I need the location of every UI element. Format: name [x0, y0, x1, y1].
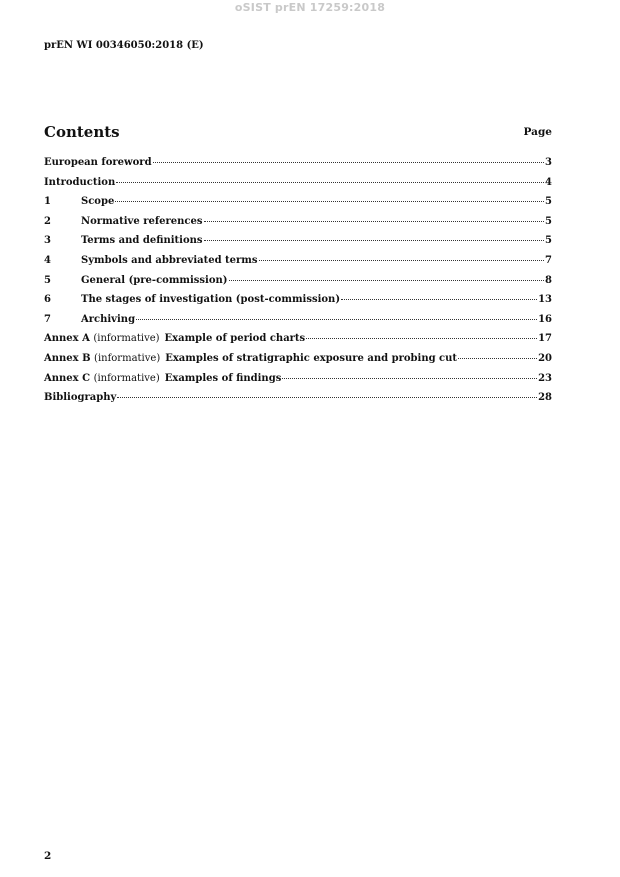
- dot-leader: [153, 162, 544, 163]
- watermark: oSIST prEN 17259:2018: [234, 1, 386, 14]
- dot-leader: [259, 260, 545, 261]
- annex-label: [44, 373, 160, 384]
- toc-entry-page: 28: [538, 392, 552, 404]
- toc-entry-page: 5: [545, 235, 552, 247]
- toc-entry-scope[interactable]: [44, 196, 552, 216]
- toc-entry-european-foreword[interactable]: [44, 157, 552, 177]
- toc-entry-terms-and-definitions[interactable]: [44, 235, 552, 255]
- toc-entry-title: Terms and definitions: [81, 235, 203, 247]
- toc-entry-symbols-and-abbreviated-terms[interactable]: [44, 255, 552, 275]
- toc-entry-page: 5: [545, 215, 552, 227]
- dot-leader: [229, 280, 545, 281]
- dot-leader: [458, 358, 537, 359]
- dot-leader: [204, 240, 545, 241]
- toc-entry-title: Symbols and abbreviated terms: [81, 254, 258, 266]
- toc-entry-archiving[interactable]: [44, 314, 552, 334]
- toc-entry-page: 3: [545, 157, 552, 168]
- dot-leader: [282, 378, 537, 379]
- toc-entry-title: Examples of findings: [164, 372, 282, 384]
- toc-entry-title: Normative references: [81, 215, 203, 227]
- annex-letter: Annex A: [44, 333, 90, 345]
- toc-entry-page: 4: [545, 176, 552, 188]
- annex-type: (informative): [93, 372, 160, 384]
- document-id: prEN WI 00346050:2018 (E): [44, 40, 204, 51]
- toc-entry-page: 23: [538, 372, 552, 384]
- toc-entry-normative-references[interactable]: [44, 216, 552, 236]
- page-number: 2: [44, 850, 52, 862]
- annex-type: (informative): [93, 333, 160, 345]
- toc-entry-page: 16: [538, 313, 552, 325]
- dot-leader: [306, 338, 537, 339]
- toc-entry-annex-b[interactable]: [44, 353, 552, 373]
- toc-entry-title: Bibliography: [44, 392, 117, 404]
- toc-entry-number: 5: [44, 274, 51, 286]
- toc-entry-number: 6: [44, 294, 51, 306]
- toc-entry-number: 3: [44, 235, 51, 247]
- annex-type: (informative): [94, 352, 161, 364]
- page-column-label: Page: [523, 126, 552, 138]
- dot-leader: [117, 397, 537, 398]
- dot-leader: [136, 319, 537, 320]
- toc-entry-number: 7: [44, 313, 51, 325]
- annex-letter: Annex C: [44, 372, 91, 384]
- toc-title: Contents: [44, 123, 120, 141]
- annex-letter: Annex B: [44, 352, 91, 364]
- toc-entry-page: 7: [545, 254, 552, 266]
- dot-leader: [341, 299, 537, 300]
- toc-entry-page: 8: [545, 274, 552, 286]
- dot-leader: [204, 221, 545, 222]
- toc-entry-title: Introduction: [44, 176, 116, 188]
- toc-entry-title: The stages of investigation (post-commission): [81, 294, 341, 306]
- toc-entry-annex-c[interactable]: [44, 373, 552, 393]
- toc-entry-annex-a[interactable]: [44, 333, 552, 353]
- toc-entry-number: 2: [44, 215, 51, 227]
- toc-entry-title: Examples of stratigraphic exposure and probing cut: [165, 352, 458, 364]
- toc-entry-title: European foreword: [44, 157, 152, 168]
- toc-entry-number: 4: [44, 254, 51, 266]
- toc-entry-title: Archiving: [81, 313, 136, 325]
- toc-entry-page: 5: [545, 196, 552, 208]
- annex-label: [44, 353, 160, 364]
- dot-leader: [116, 182, 544, 183]
- toc-entry-number: 1: [44, 196, 51, 208]
- table-of-contents: [44, 157, 552, 412]
- toc-entry-title: Example of period charts: [164, 333, 306, 345]
- toc-entry-stages-of-investigation[interactable]: [44, 294, 552, 314]
- dot-leader: [115, 201, 544, 202]
- toc-entry-introduction[interactable]: [44, 177, 552, 197]
- toc-entry-page: 13: [538, 294, 552, 306]
- toc-entry-title: General (pre-commission): [81, 274, 228, 286]
- toc-entry-page: 20: [538, 352, 552, 364]
- toc-entry-general[interactable]: [44, 275, 552, 295]
- toc-entry-title: Scope: [81, 196, 115, 208]
- toc-entry-bibliography[interactable]: [44, 392, 552, 412]
- toc-entry-page: 17: [538, 333, 552, 345]
- annex-label: [44, 333, 160, 344]
